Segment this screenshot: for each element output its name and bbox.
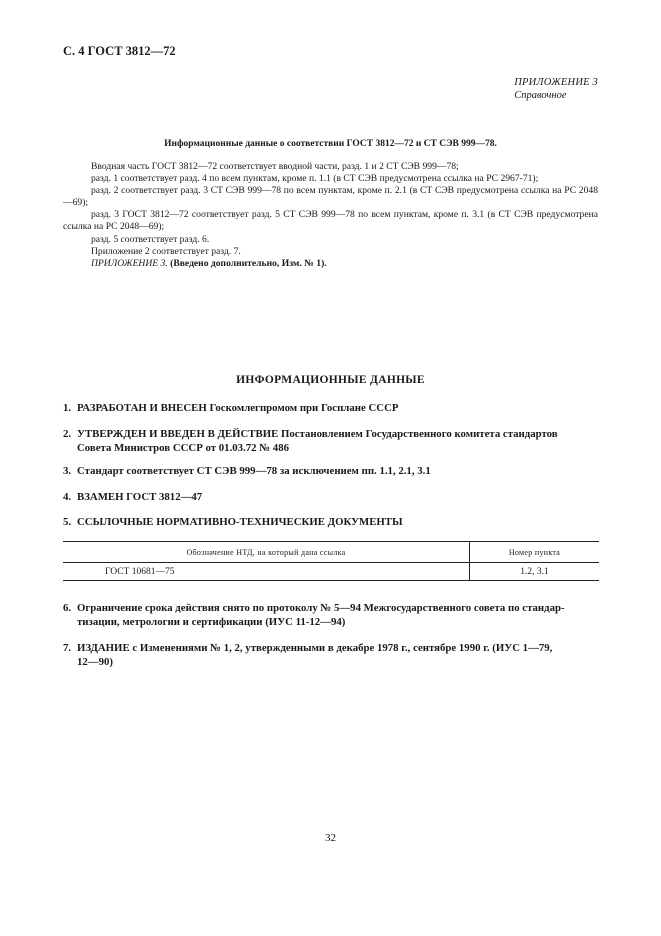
item-text: Стандарт соответствует СТ СЭВ 999—78 за исключением пп. 1.1, 2.1, 3.1 bbox=[77, 465, 431, 477]
item-text-continued: 12—90) bbox=[77, 656, 113, 668]
appendix-subtitle: Справочное bbox=[514, 90, 567, 101]
paragraph: Приложение 2 соответствует разд. 7. bbox=[91, 245, 241, 257]
item-text: РАЗРАБОТАН И ВНЕСЕН Госкомлегпромом при Госплане СССР bbox=[77, 402, 399, 414]
paragraph: разд. 1 соответствует разд. 4 по всем пунктам, кроме п. 1.1 (в СТ СЭВ предусмотрена ссылка на РС 2967-71); bbox=[91, 173, 539, 185]
paragraph: разд. 2 соответствует разд. 3 СТ СЭВ 999—78 по всем пунктам, кроме п. 2.1 (в СТ СЭВ предусмотрена ссылка на РС 2048—69); bbox=[63, 185, 598, 209]
table-cell: 1.2, 3.1 bbox=[470, 563, 600, 581]
table-cell: ГОСТ 10681—75 bbox=[63, 563, 470, 581]
table-row bbox=[63, 563, 599, 581]
item-text: ИЗДАНИЕ с Изменениями № 1, 2, утвержденными в декабре 1978 г., сентябре 1990 г. (ИУС 1—79, bbox=[77, 642, 553, 654]
item-text-continued: тизации, метрологии и сертификации (ИУС 11-12—94) bbox=[77, 616, 346, 628]
page-header: С. 4 ГОСТ 3812—72 bbox=[63, 44, 176, 58]
item-number: 2. bbox=[63, 428, 72, 440]
reference-table bbox=[63, 541, 599, 581]
column-header: Номер пункта bbox=[470, 542, 600, 563]
page-number: 32 bbox=[325, 832, 336, 844]
info-item-7 bbox=[63, 641, 603, 669]
info-item-1 bbox=[63, 401, 603, 415]
table-header-row bbox=[63, 542, 599, 563]
paragraph: разд. 5 соответствует разд. 6. bbox=[91, 233, 210, 245]
item-number: 6. bbox=[63, 602, 72, 614]
item-text-continued: Совета Министров СССР от 01.03.72 № 486 bbox=[77, 442, 290, 454]
main-title: ИНФОРМАЦИОННЫЕ ДАННЫЕ bbox=[236, 374, 425, 386]
item-number: 5. bbox=[63, 516, 72, 528]
info-section-body bbox=[63, 161, 598, 270]
note-label: ПРИЛОЖЕНИЕ 3. bbox=[91, 257, 168, 269]
item-text: ССЫЛОЧНЫЕ НОРМАТИВНО-ТЕХНИЧЕСКИЕ ДОКУМЕНТЫ bbox=[77, 516, 403, 528]
appendix-label bbox=[514, 76, 598, 102]
paragraph: Вводная часть ГОСТ 3812—72 соответствует вводной части, разд. 1 и 2 СТ СЭВ 999—78; bbox=[91, 161, 459, 172]
info-item-4 bbox=[63, 490, 603, 504]
info-item-2 bbox=[63, 427, 603, 455]
note-text: (Введено дополнительно, Изм. № 1). bbox=[170, 257, 327, 269]
appendix-title: ПРИЛОЖЕНИЕ 3 bbox=[514, 77, 598, 88]
info-item-3 bbox=[63, 464, 603, 478]
info-item-5 bbox=[63, 515, 603, 529]
item-number: 7. bbox=[63, 642, 72, 654]
column-header: Обозначение НТД, на который дана ссылка bbox=[63, 542, 470, 563]
item-number: 3. bbox=[63, 465, 72, 477]
info-item-6 bbox=[63, 601, 603, 629]
item-text: Ограничение срока действия снято по протоколу № 5—94 Межгосударственного совета по стандар- bbox=[77, 602, 565, 614]
amendment-note bbox=[63, 258, 598, 270]
item-text: УТВЕРЖДЕН И ВВЕДЕН В ДЕЙСТВИЕ Постановлением Государственного комитета стандартов bbox=[77, 428, 558, 440]
item-number: 1. bbox=[63, 402, 72, 414]
info-section-title: Информационные данные о соответствии ГОСТ 3812—72 и СТ СЭВ 999—78. bbox=[164, 139, 497, 149]
paragraph: разд. 3 ГОСТ 3812—72 соответствует разд. 5 СТ СЭВ 999—78 по всем пунктам, кроме п. 3.1 (в СТ СЭВ предусмотрена ссылка на РС 2048—69); bbox=[63, 209, 598, 233]
item-number: 4. bbox=[63, 491, 72, 503]
item-text: ВЗАМЕН ГОСТ 3812—47 bbox=[77, 491, 203, 503]
